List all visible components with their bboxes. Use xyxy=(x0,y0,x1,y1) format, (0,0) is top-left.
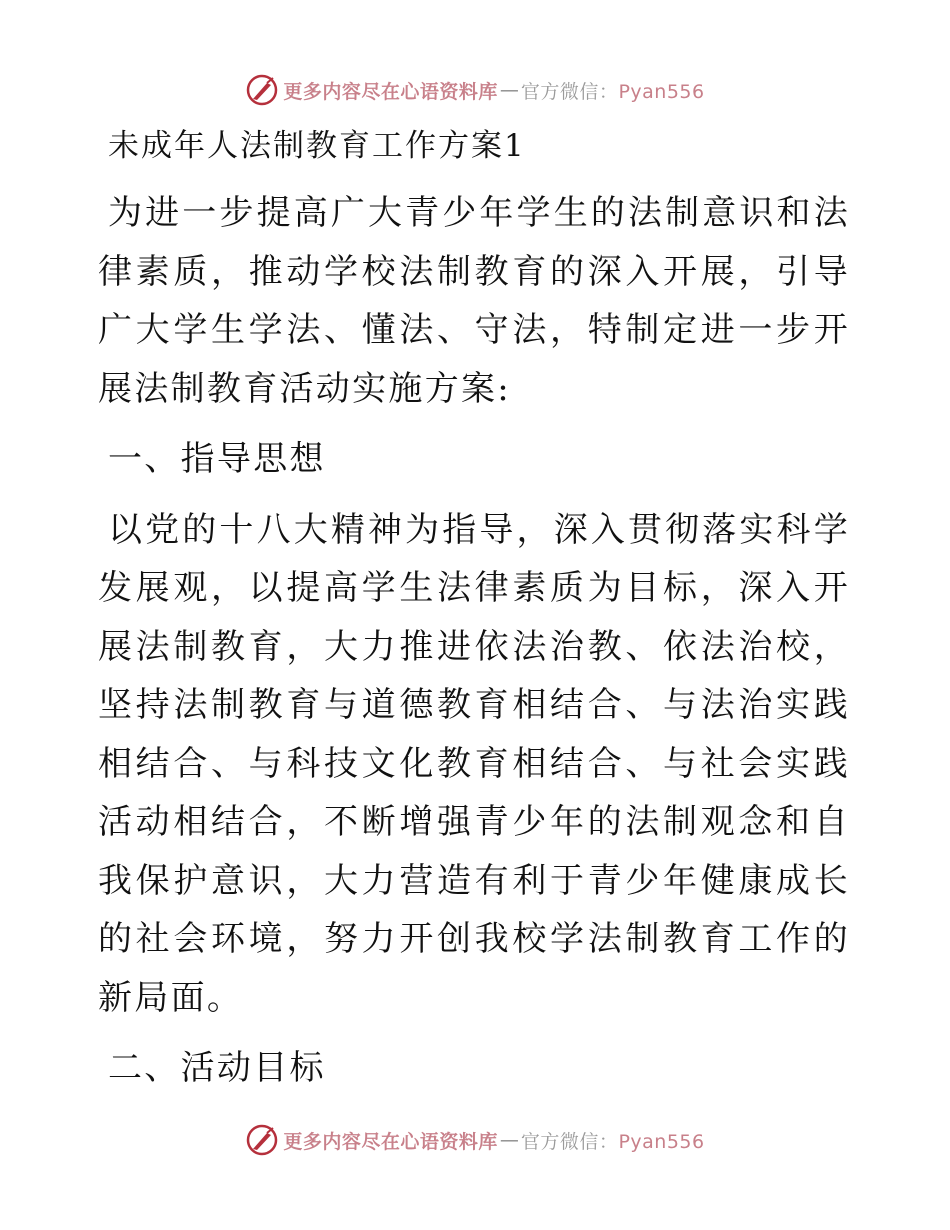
header-watermark xyxy=(0,72,950,108)
watermark-contact-id: Pyan556 xyxy=(618,1130,705,1153)
footer-watermark xyxy=(0,1122,950,1158)
intro-paragraph: 为进一步提高广大青少年学生的法制意识和法律素质，推动学校法制教育的深入开展，引导广大学生学法、懂法、守法，特制定进一步开展法制教育活动实施方案: xyxy=(98,193,850,409)
watermark-contact xyxy=(521,1127,705,1154)
watermark-contact-label: 官方微信： xyxy=(520,80,619,103)
quill-pen-icon xyxy=(245,1123,279,1157)
section-heading-guiding-ideology: 一、指导思想 xyxy=(108,439,326,479)
watermark-separator: — xyxy=(499,79,519,101)
watermark-contact xyxy=(521,77,705,104)
watermark-separator: — xyxy=(499,1129,519,1151)
watermark-contact-id: Pyan556 xyxy=(618,80,705,103)
watermark-contact-label: 官方微信： xyxy=(520,1130,619,1153)
document-title: 未成年人法制教育工作方案1 xyxy=(108,128,526,164)
document-body xyxy=(98,120,850,1110)
guiding-ideology-paragraph: 以党的十八大精神为指导，深入贯彻落实科学发展观，以提高学生法律素质为目标，深入开展法制教育，大力推进依法治教、依法治校，坚持法制教育与道德教育相结合、与法治实践相结合、与科技文化教育相结合、与社会实践活动相结合，不断增强青少年的法制观念和自我保护意识，大力营造有利于青少年健康成长的社会环境，努力开创我校学法制教育工作的新局面。 xyxy=(98,509,850,1018)
watermark-site-text: 更多内容尽在心语资料库 xyxy=(283,1130,498,1153)
quill-pen-icon xyxy=(245,73,279,107)
section-heading-activity-goals: 二、活动目标 xyxy=(108,1048,326,1088)
watermark-site-text: 更多内容尽在心语资料库 xyxy=(283,80,498,103)
